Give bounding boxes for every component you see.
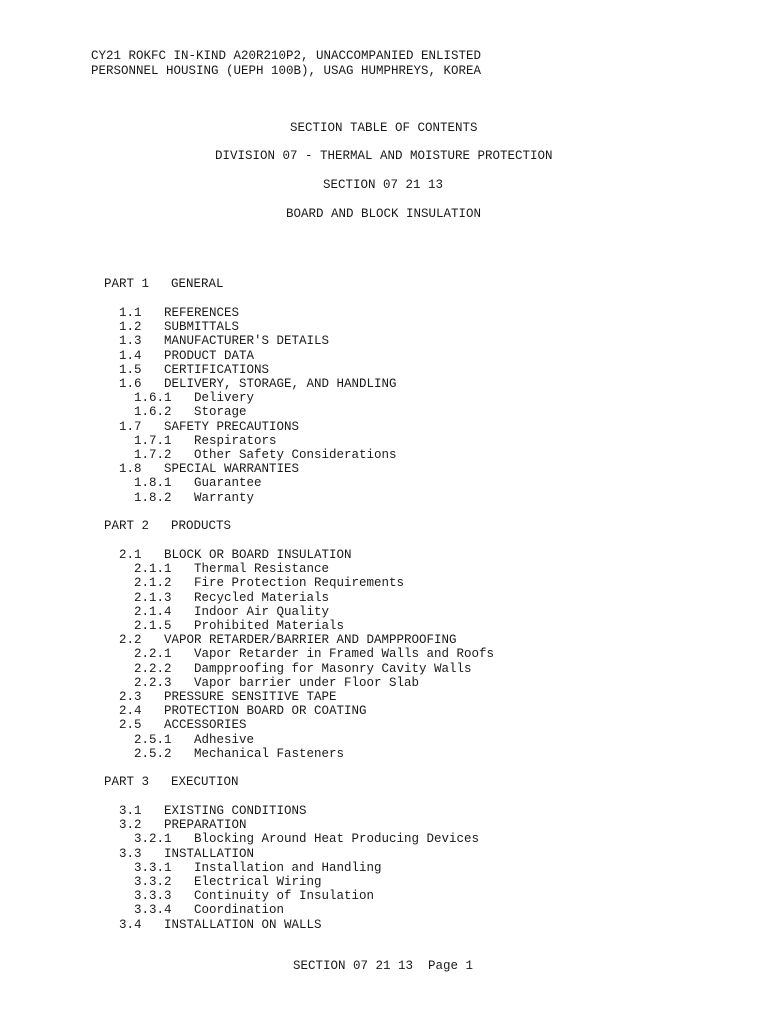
toc-entry xyxy=(119,462,299,476)
toc-entry xyxy=(134,448,397,462)
toc-entry-number: 1.5 xyxy=(119,362,142,377)
toc-entry xyxy=(134,903,284,917)
toc-entry-title: Coordination xyxy=(194,903,285,918)
toc-entry xyxy=(134,619,344,633)
toc-entry xyxy=(119,704,367,718)
toc-entry-title: Delivery xyxy=(194,391,255,406)
toc-entry-title: Installation and Handling xyxy=(194,860,382,875)
toc-entry-number: 1.6.1 xyxy=(134,391,172,406)
toc-entry-number: 3.1 xyxy=(119,804,142,818)
toc-entry xyxy=(134,832,479,846)
toc-entry xyxy=(134,591,329,605)
toc-entry-number: 2.5.1 xyxy=(134,732,172,747)
project-title-line-1: CY21 ROKFC IN-KIND A20R210P2, UNACCOMPANIED ENLISTED xyxy=(91,49,482,63)
toc-entry xyxy=(119,420,299,434)
toc-entry-number: 2.1.5 xyxy=(134,619,172,633)
toc-entry xyxy=(119,306,239,320)
toc-entry xyxy=(119,918,322,932)
toc-entry xyxy=(119,818,247,832)
toc-entry-title: PREPARATION xyxy=(164,818,247,833)
toc-entry-title: Fire Protection Requirements xyxy=(194,576,405,591)
toc-entry-number: 3.2 xyxy=(119,818,142,833)
toc-entry-number: 3.3.4 xyxy=(134,903,172,918)
toc-entry xyxy=(134,676,419,690)
toc-entry xyxy=(119,548,352,562)
toc-entry-number: 1.2 xyxy=(119,320,142,335)
toc-entry-number: 2.5 xyxy=(119,718,142,733)
toc-entry-number: 2.3 xyxy=(119,690,142,704)
toc-entry-number: 1.4 xyxy=(119,348,142,363)
toc-entry-number: 1.7.2 xyxy=(134,448,172,462)
toc-entry xyxy=(134,605,329,619)
toc-entry-number: 2.4 xyxy=(119,704,142,719)
toc-entry-number: 2.2.1 xyxy=(134,647,172,662)
toc-entry-title: Electrical Wiring xyxy=(194,875,322,889)
section-name-heading: BOARD AND BLOCK INSULATION xyxy=(286,207,482,221)
toc-entry-title: REFERENCES xyxy=(164,306,240,320)
toc-entry-title: BLOCK OR BOARD INSULATION xyxy=(164,548,352,562)
toc-entry-title: Guarantee xyxy=(194,476,262,491)
toc-entry-title: PRODUCT DATA xyxy=(164,348,255,363)
toc-entry-title: CERTIFICATIONS xyxy=(164,362,270,377)
toc-entry xyxy=(134,562,329,576)
toc-entry-number: 1.7.1 xyxy=(134,433,172,448)
toc-entry xyxy=(134,747,344,761)
toc-entry xyxy=(134,647,494,661)
toc-entry-title: Thermal Resistance xyxy=(194,562,330,577)
footer-section: SECTION 07 21 13 xyxy=(293,959,414,973)
footer-page-number: Page 1 xyxy=(428,959,474,973)
toc-part-title: GENERAL xyxy=(171,277,224,291)
toc-entry-title: SPECIAL WARRANTIES xyxy=(164,462,300,477)
toc-part-number: PART 3 xyxy=(104,775,150,789)
toc-entry-title: Warranty xyxy=(194,490,255,505)
toc-entry xyxy=(134,733,254,747)
toc-entry-title: VAPOR RETARDER/BARRIER AND DAMPPROOFING xyxy=(164,633,457,648)
toc-entry xyxy=(134,875,322,889)
toc-entry-title: Blocking Around Heat Producing Devices xyxy=(194,832,480,847)
toc-entry-number: 2.2.3 xyxy=(134,675,172,690)
toc-entry-number: 1.6.2 xyxy=(134,405,172,420)
toc-entry-number: 3.3.1 xyxy=(134,860,172,875)
toc-entry-number: 1.3 xyxy=(119,334,142,349)
toc-entry-number: 1.8.2 xyxy=(134,490,172,505)
toc-entry-title: Continuity of Insulation xyxy=(194,889,375,904)
toc-entry-title: Dampproofing for Masonry Cavity Walls xyxy=(194,661,472,676)
toc-entry-title: ACCESSORIES xyxy=(164,718,247,733)
page-footer xyxy=(293,959,473,973)
toc-entry-title: EXISTING CONDITIONS xyxy=(164,804,307,818)
toc-part-number: PART 1 xyxy=(104,277,150,291)
toc-entry-title: MANUFACTURER'S DETAILS xyxy=(164,334,330,349)
toc-entry-title: Indoor Air Quality xyxy=(194,604,330,619)
toc-entry xyxy=(119,320,239,334)
toc-entry xyxy=(119,349,254,363)
toc-entry-number: 2.2 xyxy=(119,633,142,648)
toc-entry-title: INSTALLATION ON WALLS xyxy=(164,917,322,932)
toc-entry-number: 1.8 xyxy=(119,462,142,477)
toc-entry xyxy=(134,861,382,875)
toc-part-heading xyxy=(104,277,224,291)
toc-entry-number: 3.2.1 xyxy=(134,832,172,847)
toc-entry-number: 3.3.3 xyxy=(134,889,172,904)
toc-entry-number: 2.1.1 xyxy=(134,562,172,577)
toc-entry-title: Mechanical Fasteners xyxy=(194,746,345,761)
toc-entry-title: Respirators xyxy=(194,433,277,448)
toc-part-heading xyxy=(104,519,231,533)
toc-part-number: PART 2 xyxy=(104,519,150,533)
toc-entry-number: 2.1.3 xyxy=(134,590,172,605)
toc-entry-number: 3.4 xyxy=(119,917,142,932)
toc-entry-title: INSTALLATION xyxy=(164,846,255,861)
toc-entry xyxy=(119,690,337,704)
toc-entry-title: Vapor Retarder in Framed Walls and Roofs xyxy=(194,647,495,662)
toc-entry xyxy=(119,377,397,391)
toc-entry-number: 2.5.2 xyxy=(134,746,172,761)
toc-entry-number: 2.1 xyxy=(119,548,142,562)
toc-entry-number: 3.3 xyxy=(119,846,142,861)
toc-entry-title: Other Safety Considerations xyxy=(194,448,397,462)
toc-entry-number: 1.6 xyxy=(119,377,142,391)
toc-entry-title: Vapor barrier under Floor Slab xyxy=(194,675,420,690)
toc-entry xyxy=(134,476,262,490)
toc-entry-title: Prohibited Materials xyxy=(194,619,345,633)
toc-entry-title: DELIVERY, STORAGE, AND HANDLING xyxy=(164,377,397,391)
toc-heading: SECTION TABLE OF CONTENTS xyxy=(290,121,478,135)
toc-part-heading xyxy=(104,775,239,789)
toc-entry-number: 2.2.2 xyxy=(134,661,172,676)
toc-entry-title: Adhesive xyxy=(194,732,255,747)
division-heading: DIVISION 07 - THERMAL AND MOISTURE PROTECTION xyxy=(215,149,553,163)
toc-entry-number: 1.7 xyxy=(119,419,142,434)
toc-entry xyxy=(119,718,247,732)
toc-entry xyxy=(134,391,254,405)
toc-entry xyxy=(119,633,457,647)
toc-entry-title: PROTECTION BOARD OR COATING xyxy=(164,704,367,719)
toc-entry xyxy=(134,576,404,590)
toc-entry-title: SAFETY PRECAUTIONS xyxy=(164,419,300,434)
toc-entry-number: 2.1.4 xyxy=(134,604,172,619)
toc-entry xyxy=(134,889,374,903)
section-number-heading: SECTION 07 21 13 xyxy=(323,178,444,192)
toc-entry xyxy=(119,847,254,861)
toc-part-title: PRODUCTS xyxy=(171,519,232,533)
toc-entry xyxy=(119,334,329,348)
toc-entry-number: 2.1.2 xyxy=(134,576,172,591)
project-title-line-2: PERSONNEL HOUSING (UEPH 100B), USAG HUMPHREYS, KOREA xyxy=(91,64,482,78)
toc-entry xyxy=(134,434,277,448)
toc-entry-title: Recycled Materials xyxy=(194,590,330,605)
toc-entry-number: 1.8.1 xyxy=(134,476,172,491)
toc-entry xyxy=(119,804,307,818)
toc-part-title: EXECUTION xyxy=(171,775,239,789)
toc-entry-number: 3.3.2 xyxy=(134,875,172,889)
toc-entry-title: Storage xyxy=(194,405,247,420)
toc-entry xyxy=(134,662,472,676)
toc-entry-title: PRESSURE SENSITIVE TAPE xyxy=(164,690,337,704)
toc-entry-number: 1.1 xyxy=(119,306,142,320)
toc-entry xyxy=(119,363,269,377)
toc-entry-title: SUBMITTALS xyxy=(164,320,240,335)
toc-entry xyxy=(134,491,254,505)
toc-entry xyxy=(134,405,247,419)
